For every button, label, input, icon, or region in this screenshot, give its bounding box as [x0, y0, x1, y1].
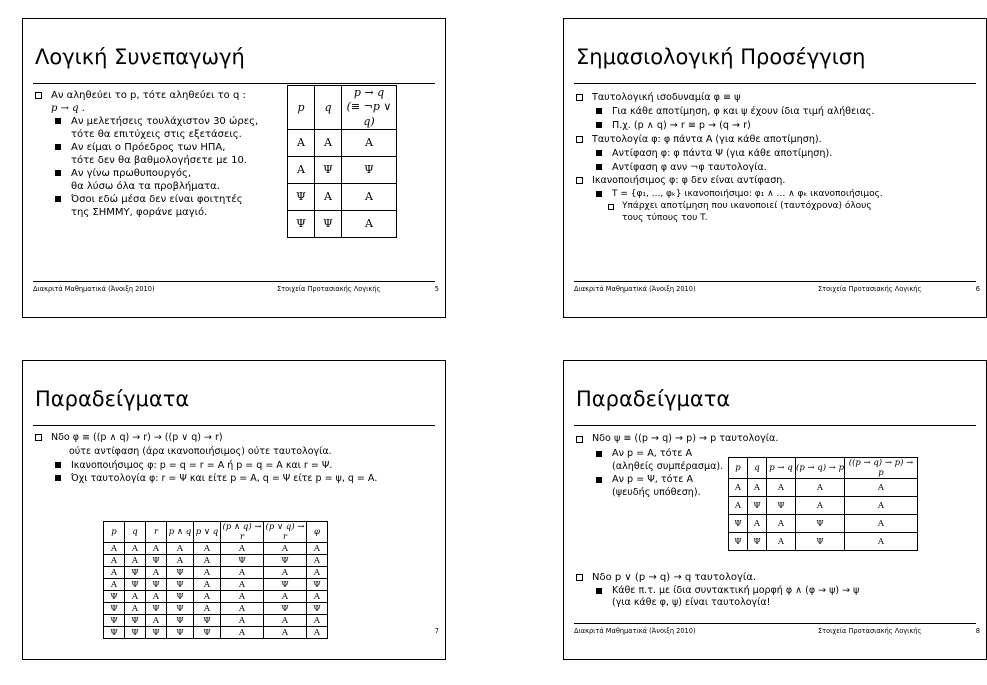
filled-square-bullet-icon	[596, 191, 602, 197]
hollow-square-bullet-icon	[35, 92, 42, 99]
table-row	[729, 479, 918, 497]
table-cell: Α	[342, 210, 397, 237]
list-item	[576, 188, 883, 201]
table-cell: Α	[104, 543, 125, 555]
page-number: 5	[434, 285, 439, 293]
header-cell: q	[315, 86, 342, 130]
item-text: Για κάθε αποτίμηση, φ και ψ έχουν ίδια τιμή αλήθειας.	[612, 105, 875, 117]
table-cell: Α	[194, 579, 221, 591]
table-cell: Α	[194, 543, 221, 555]
list-item	[576, 91, 883, 105]
table-cell: Α	[729, 497, 748, 515]
header-cell: φ	[307, 522, 328, 543]
truth-table	[728, 457, 918, 551]
table-cell: Α	[288, 129, 315, 156]
item-text-cont: (αληθείς συμπέρασμα).	[612, 460, 724, 472]
hollow-square-bullet-icon	[576, 94, 583, 101]
filled-square-bullet-icon	[596, 588, 602, 594]
table-cell: Α	[845, 533, 918, 551]
table-cell: Ψ	[167, 615, 194, 627]
truth-table	[287, 85, 397, 238]
table-cell: Α	[194, 567, 221, 579]
list-item	[576, 161, 883, 175]
item-text: Ικανοποιήσιμος φ: φ δεν είναι αντίφαση.	[592, 175, 786, 187]
slide-semantic-approach	[563, 18, 987, 318]
table-cell: Ψ	[125, 579, 146, 591]
table-cell: Ψ	[264, 555, 307, 567]
table-cell: Α	[221, 603, 264, 615]
table-cell: Ψ	[767, 497, 796, 515]
header-cell: q	[748, 458, 767, 479]
table-cell: Α	[194, 603, 221, 615]
item-text: Όχι ταυτολογία φ: r = Ψ και είτε p = Α, q = Ψ είτε p = ψ, q = Α.	[71, 473, 378, 485]
table-cell: Α	[845, 479, 918, 497]
header-cell	[342, 86, 397, 130]
slide-title: Παραδείγματα	[35, 387, 190, 411]
slide-logical-implication	[22, 18, 446, 318]
title-divider	[574, 83, 976, 84]
example-text-cont: της ΣΗΜΜΥ, φοράνε μαγιό.	[71, 207, 208, 218]
filled-square-bullet-icon	[596, 150, 602, 156]
list-item	[576, 147, 883, 161]
header-cell: (p → q) → p	[796, 458, 845, 479]
header-cell: p → q	[767, 458, 796, 479]
footer-topic: Στοιχεία Προτασιακής Λογικής	[277, 285, 381, 293]
item-text: Αντίφαση φ ανν ¬φ ταυτολογία.	[612, 161, 767, 173]
table-cell: Α	[146, 591, 167, 603]
footer-course: Διακριτά Μαθηματικά (Άνοιξη 2010)	[574, 285, 696, 293]
filled-square-bullet-icon	[55, 118, 61, 124]
list-item	[576, 105, 883, 119]
table-row	[104, 555, 328, 567]
hollow-square-bullet-icon	[608, 204, 614, 210]
slide-examples-1	[22, 360, 446, 660]
table-cell: Ψ	[748, 533, 767, 551]
item-text-cont: (ψευδής υπόθεση).	[612, 486, 701, 498]
table-cell: Α	[146, 543, 167, 555]
table-cell: Ψ	[194, 627, 221, 639]
table-cell: Ψ	[796, 515, 845, 533]
list-item	[576, 119, 883, 133]
title-divider	[574, 425, 976, 426]
item-text: Υπάρχει αποτίμηση που ικανοποιεί (ταυτόχρονα) όλους	[622, 201, 872, 212]
table-cell: Α	[796, 479, 845, 497]
item-text: Νδο p ∨ (p → q) → q ταυτολογία.	[592, 572, 757, 583]
filled-square-bullet-icon	[55, 475, 61, 481]
table-cell: Α	[104, 555, 125, 567]
table-cell: Α	[767, 479, 796, 497]
implication-formula: p → q .	[51, 103, 85, 114]
table-cell: Ψ	[167, 627, 194, 639]
item-text: Ταυτολογία φ: φ πάντα Α (για κάθε αποτίμηση).	[592, 133, 822, 145]
table-cell: Ψ	[167, 591, 194, 603]
table-cell: Α	[307, 591, 328, 603]
list-item	[576, 133, 883, 147]
intro-line	[35, 89, 258, 102]
table-row	[288, 183, 397, 210]
table-cell: Ψ	[104, 627, 125, 639]
table-cell: Ψ	[748, 497, 767, 515]
table-cell: Α	[221, 591, 264, 603]
table-cell: Α	[342, 129, 397, 156]
slide-body	[35, 431, 377, 486]
slide-body	[35, 89, 258, 219]
table-cell: Α	[767, 533, 796, 551]
footer-divider	[574, 623, 976, 624]
table-cell: Ψ	[167, 567, 194, 579]
table-cell: Ψ	[729, 533, 748, 551]
table-cell: Α	[264, 543, 307, 555]
filled-square-bullet-icon	[596, 477, 602, 483]
hollow-square-bullet-icon	[576, 436, 583, 443]
header-cell: (p ∨ q) → r	[264, 522, 307, 543]
item-text-cont: (για κάθε φ, ψ) είναι ταυτολογία!	[612, 597, 771, 609]
table-cell: Α	[307, 567, 328, 579]
header-cell: q	[125, 522, 146, 543]
table-cell: Α	[167, 555, 194, 567]
filled-square-bullet-icon	[55, 144, 61, 150]
example-text: Όσοι εδώ μέσα δεν είναι φοιτητές	[71, 194, 243, 205]
footer-topic: Στοιχεία Προτασιακής Λογικής	[818, 285, 922, 293]
hollow-square-bullet-icon	[35, 434, 42, 441]
table-cell: Ψ	[307, 579, 328, 591]
header-cell: ((p → q) → p) → p	[845, 458, 918, 479]
item-text: Ικανοποιήσιμος φ: p = q = r = Α ή p = q = Α και r = Ψ.	[71, 459, 333, 471]
table-cell: Ψ	[167, 603, 194, 615]
header-text: p → q	[353, 86, 385, 99]
table-row	[104, 579, 328, 591]
table-cell: Ψ	[146, 603, 167, 615]
filled-square-bullet-icon	[596, 451, 602, 457]
slide-title: Παραδείγματα	[576, 387, 731, 411]
header-cell: p	[729, 458, 748, 479]
table-cell: Ψ	[315, 156, 342, 183]
page-number: 6	[975, 285, 980, 293]
list-item	[576, 433, 778, 446]
table-cell: Ψ	[146, 555, 167, 567]
slide-title: Λογική Συνεπαγωγή	[35, 45, 245, 69]
table-cell: Α	[221, 615, 264, 627]
table-cell: Ψ	[167, 579, 194, 591]
footer-divider	[574, 281, 976, 282]
item-text: Αν p = Ψ, τότε Α	[612, 473, 694, 485]
slide-examples-2	[563, 360, 987, 660]
header-cell: (p ∧ q) → r	[221, 522, 264, 543]
table-row	[288, 129, 397, 156]
table-row	[288, 156, 397, 183]
title-divider	[33, 425, 435, 426]
example-text-cont: τότε δεν θα βαθμολογήσετε με 10.	[71, 155, 247, 166]
table-cell: Α	[125, 543, 146, 555]
table-cell: Α	[264, 567, 307, 579]
table-cell: Α	[288, 156, 315, 183]
item-text: Αντίφαση φ: φ πάντα Ψ (για κάθε αποτίμηση).	[612, 147, 833, 159]
table-cell: Α	[221, 579, 264, 591]
example-item	[35, 141, 258, 167]
table-cell: Α	[194, 555, 221, 567]
table-cell: Α	[125, 591, 146, 603]
filled-square-bullet-icon	[596, 164, 602, 170]
table-cell: Α	[264, 615, 307, 627]
table-cell: Ψ	[194, 615, 221, 627]
list-item	[576, 571, 859, 585]
item-text: Αν p = Α, τότε Α	[612, 447, 693, 459]
filled-square-bullet-icon	[596, 122, 602, 128]
footer-topic: Στοιχεία Προτασιακής Λογικής	[818, 627, 922, 635]
table-cell: Ψ	[125, 567, 146, 579]
item-text: Π.χ. (p ∧ q) → r ≡ p → (q → r)	[612, 119, 751, 131]
list-item	[576, 201, 883, 213]
table-cell: Α	[315, 129, 342, 156]
table-row	[288, 210, 397, 237]
table-row	[729, 533, 918, 551]
example-text: Αν μελετήσεις τουλάχιστον 30 ώρες,	[71, 116, 259, 127]
list-item	[35, 459, 377, 473]
table-cell: Ψ	[125, 627, 146, 639]
example-text-cont: θα λύσω όλα τα προβλήματα.	[71, 181, 220, 192]
footer-course: Διακριτά Μαθηματικά (Άνοιξη 2010)	[33, 285, 155, 293]
example-item	[35, 193, 258, 219]
table-cell: Ψ	[342, 156, 397, 183]
table-cell: Ψ	[221, 555, 264, 567]
table-cell: Α	[221, 543, 264, 555]
table-cell: Α	[221, 627, 264, 639]
table-cell: Α	[845, 515, 918, 533]
example-item	[35, 115, 258, 141]
list-item-cont: τους τύπους του T.	[622, 213, 708, 224]
table-cell: Α	[307, 627, 328, 639]
table-row	[104, 627, 328, 639]
table-cell: Ψ	[796, 533, 845, 551]
intro-text: Αν αληθεύει το p, τότε αληθεύει το q :	[51, 90, 246, 101]
list-item	[576, 585, 859, 611]
table-cell: Α	[342, 183, 397, 210]
table-cell: Ψ	[104, 591, 125, 603]
filled-square-bullet-icon	[55, 170, 61, 176]
table-cell: Α	[221, 567, 264, 579]
slide-body-lower	[576, 571, 859, 610]
hollow-square-bullet-icon	[576, 177, 583, 184]
footer-course: Διακριτά Μαθηματικά (Άνοιξη 2010)	[574, 627, 696, 635]
header-text: (≡ ¬p ∨ q)	[346, 100, 392, 128]
example-text: Αν είμαι ο Πρόεδρος των ΗΠΑ,	[71, 142, 226, 153]
table-cell: Α	[748, 479, 767, 497]
table-row	[104, 615, 328, 627]
table-cell: Α	[748, 515, 767, 533]
filled-square-bullet-icon	[596, 108, 602, 114]
item-text: Νδο φ ≡ ((p ∧ q) → r) → ((p ∨ q) → r)	[51, 432, 223, 443]
truth-table	[103, 521, 328, 639]
table-row	[729, 515, 918, 533]
table-cell: Α	[146, 567, 167, 579]
table-cell: Ψ	[729, 515, 748, 533]
header-cell: r	[146, 522, 167, 543]
header-cell: p ∧ q	[167, 522, 194, 543]
list-item-cont: ούτε αντίφαση (άρα ικανοποιήσιμος) ούτε ταυτολογία.	[69, 445, 332, 457]
filled-square-bullet-icon	[55, 196, 61, 202]
item-text: Ταυτολογική ισοδυναμία φ ≡ ψ	[592, 92, 741, 103]
table-cell: Ψ	[288, 183, 315, 210]
header-cell: p	[288, 86, 315, 130]
page-number: 7	[434, 627, 439, 635]
table-cell: Α	[307, 615, 328, 627]
table-cell: Ψ	[104, 615, 125, 627]
example-text: Αν γίνω πρωθυπουργός,	[71, 168, 192, 179]
table-cell: Α	[315, 183, 342, 210]
table-cell: Α	[104, 579, 125, 591]
table-header-row	[104, 522, 328, 543]
table-row	[729, 497, 918, 515]
table-header-row	[729, 458, 918, 479]
table-cell: Α	[125, 555, 146, 567]
table-cell: Α	[307, 555, 328, 567]
table-row	[104, 567, 328, 579]
table-cell: Α	[104, 567, 125, 579]
table-cell: Ψ	[125, 615, 146, 627]
table-cell: Ψ	[315, 210, 342, 237]
table-cell: Α	[264, 627, 307, 639]
table-cell: Ψ	[264, 603, 307, 615]
title-divider	[33, 83, 435, 84]
table-cell: Α	[767, 515, 796, 533]
hollow-square-bullet-icon	[576, 574, 583, 581]
table-cell: Α	[167, 543, 194, 555]
item-text: Κάθε π.τ. με ίδια συντακτική μορφή φ ∧ (φ → ψ) → ψ	[612, 584, 860, 596]
table-cell: Ψ	[264, 579, 307, 591]
list-item	[35, 431, 377, 445]
example-text-cont: τότε θα επιτύχεις στις εξετάσεις.	[71, 129, 242, 140]
header-cell: p	[104, 522, 125, 543]
header-cell: p ∨ q	[194, 522, 221, 543]
table-cell: Α	[729, 479, 748, 497]
table-cell: Α	[146, 615, 167, 627]
item-text: Νδο ψ ≡ ((p → q) → p) → p ταυτολογία.	[592, 433, 779, 444]
list-item	[35, 472, 377, 486]
table-cell: Α	[125, 603, 146, 615]
footer-divider	[33, 281, 435, 282]
table-cell: Ψ	[146, 627, 167, 639]
table-cell: Α	[796, 497, 845, 515]
slide-title: Σημασιολογική Προσέγγιση	[576, 45, 866, 69]
list-item	[576, 174, 883, 188]
table-cell: Ψ	[307, 603, 328, 615]
table-cell: Α	[845, 497, 918, 515]
table-cell: Ψ	[288, 210, 315, 237]
filled-square-bullet-icon	[55, 462, 61, 468]
slide-body	[576, 91, 883, 225]
table-cell: Ψ	[146, 579, 167, 591]
table-row	[104, 603, 328, 615]
item-text: T = {φ₁, ..., φₖ} ικανοποιήσιμο: φ₁ ∧ ... ∧ φₖ ικανοποιήσιμος.	[612, 189, 883, 200]
table-row	[104, 591, 328, 603]
table-cell: Α	[307, 543, 328, 555]
page-number: 8	[975, 627, 980, 635]
table-row	[104, 543, 328, 555]
example-item	[35, 167, 258, 193]
table-cell: Α	[264, 591, 307, 603]
table-cell: Α	[194, 591, 221, 603]
table-cell: Ψ	[104, 603, 125, 615]
hollow-square-bullet-icon	[576, 136, 583, 143]
